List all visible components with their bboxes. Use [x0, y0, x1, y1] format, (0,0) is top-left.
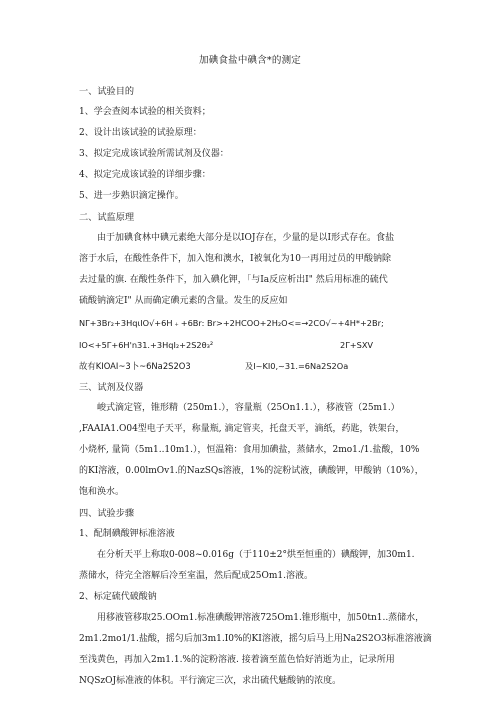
procedure-text-line: 蒸储水，待完全溶解后冷至室温，然后配成25Om1.溶液。: [79, 571, 313, 581]
section-heading-objectives: 一、试验目的: [79, 86, 135, 97]
section-heading-reagents: 三、试剂及仪器: [79, 382, 144, 393]
procedure-text-line: 至浅黄色，再加入2m1.1.%的淀粉溶液. 接着滴至蓝色恰好消逝为止，记录所用: [79, 655, 395, 665]
reagents-text-line: 峻式滴定管，锥形精（250m1.），容量瓶（25On1.1.），移液管（25m1.）: [97, 403, 400, 413]
procedure-subheading-1: 1、配制碘酸钾标准溶液: [79, 529, 175, 539]
principle-text-line: 溶于水后，在酸性条件下，加入饱和澳水，I被氧化为10一再用过员的甲酸钠除: [79, 254, 392, 264]
procedure-text-line: 2m1.2mo1/1.盐酸，摇匀后加3m1.I0%的KI溶液，摇匀后马上用Na2S2O3标准溶液滴: [79, 634, 432, 644]
stoichiometry-left: 故有KIOAI~3卜~6Na2S2O3: [79, 361, 191, 371]
reagents-text-line: 的KI溶液，0.00lmOv1.的NazSQs溶液，1%的淀粉试液，碘酸钾，甲酸钠（10%），: [79, 466, 424, 476]
principle-text-line: 由于加碘食林中碘元素绝大部分是以IOJ存在，少量的是以I形式存在。食盐: [97, 233, 395, 243]
procedure-subheading-2: 2、标定硫代破酸钠: [79, 592, 157, 602]
procedure-text-line: 用移液管移取25.OOm1.标准碘酸钾溶液725Om1.锥形瓶中，加50tn1..蒸储水，: [97, 613, 425, 623]
objective-item: 2、设计出该试验的试验原理：: [79, 128, 202, 138]
principle-text-line: 硫酸钠滴定I" 从而确定碘元素的含量。发生的反应如: [79, 296, 288, 306]
stoichiometry-right: 及I~KI0,~31.=6Na2S2Oa: [245, 361, 349, 371]
procedure-text-line: NQSzOJ标准液的体积。平行滴定三次，求出硫代魅酸钠的浓度。: [79, 676, 342, 686]
reagents-text-line: 饱和涣水。: [79, 487, 125, 497]
section-heading-procedure: 四、试验步骤: [79, 508, 135, 519]
objective-item: 4、拟定完成该试验的详细步骤：: [79, 170, 211, 180]
principle-text-line: 去过量的旗. 在酸性条件下，加入碘化钾，「与Ia反应析出I" 然后用标准的硫代: [79, 275, 388, 285]
procedure-text-line: 在分析天平上称取0-008~0.016g（于110±2°烘至恒重的）碘酸钾，加30m1.: [97, 550, 415, 560]
reaction-equation-1: NΓ+3Br₂+3HqιIO√+6H﹢+6Br: Br>+2HCOO+2H₂O<=→2CO√~+4H*+2Br;: [79, 318, 384, 328]
objective-item: 5、进一步熟识滴定操作。: [79, 191, 184, 201]
section-heading-principle: 二、试监原理: [79, 212, 135, 223]
objective-item: 3、拟定完成该试验所需试剂及仪器：: [79, 149, 229, 159]
reaction-equation-2-left: IO<+5Γ+6H'n31.+3HqI₂+2S2θ₃²: [79, 340, 214, 350]
reagents-text-line: ,FAAIA1.O04型电子天平，称量瓶, 滴定管夹，托盘天平，滴纸，药匙，铁架台，: [79, 424, 405, 434]
objective-item: 1、学会查阅本试验的相关资料；: [79, 107, 211, 117]
document-title: 加碘食盐中碘含*的测定: [199, 55, 301, 66]
reaction-equation-2-right: 2Γ+SXV: [340, 340, 374, 350]
reagents-text-line: 小烧杯, 量筒（5m1..10m1.），恒温箱：食用加碘盐，蒸储水，2mo1./1.盐酸，10%: [79, 445, 420, 455]
